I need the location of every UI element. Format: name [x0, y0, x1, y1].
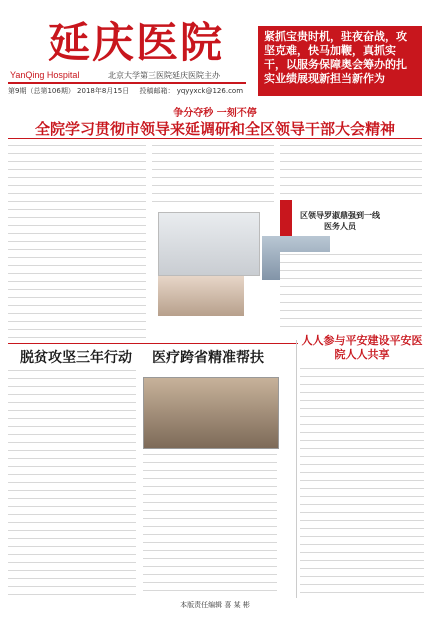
poverty-article	[8, 368, 136, 596]
lead-kicker: 争分夺秒 一刻不停	[173, 108, 257, 119]
lead-article-column-1	[8, 143, 146, 339]
headline-rule	[8, 138, 422, 139]
issue-line	[8, 86, 243, 96]
side-story-headline: 区领导罗淑鼎强到一线医务人员	[300, 211, 380, 231]
newspaper-title: 延庆医院	[48, 18, 225, 67]
email-address[interactable]: yqyyxck@126.com	[176, 87, 244, 95]
column-divider	[296, 340, 297, 598]
photo-meeting	[143, 377, 279, 449]
aid-article	[143, 452, 277, 596]
photo-ward	[158, 276, 244, 316]
lead-article-column-3	[280, 143, 422, 198]
section-rule	[8, 343, 298, 344]
safety-article	[300, 366, 424, 596]
lead-headline: 全院学习贯彻市领导来延调研和全区领导干部大会精神	[34, 120, 395, 138]
photo-visit	[158, 212, 260, 276]
english-name: YanQing Hospital	[10, 70, 80, 80]
side-story-text	[280, 252, 422, 330]
lead-article-column-2	[152, 143, 274, 209]
issue-info: 第9期（总第106期） 2018年8月15日	[8, 87, 130, 95]
masthead-rule	[8, 82, 246, 84]
sponsor-line: 北京大学第三医院延庆医院主办	[108, 71, 220, 80]
page-footer: 本版责任编辑 喜 某 彬	[180, 601, 250, 609]
aid-headline: 医疗跨省精准帮扶	[152, 350, 264, 366]
poverty-headline: 脱贫攻坚三年行动	[20, 350, 132, 366]
safety-headline: 人人参与平安建设平安医院人人共享	[301, 334, 423, 361]
email-label: 投稿邮箱：	[139, 87, 175, 95]
slogan-box: 紧抓宝贵时机，驻夜奋战，攻坚克难，快马加鞭，真抓实干，以服务保障奥会筹办的扎实业绩展现新担当新作为	[258, 26, 422, 96]
